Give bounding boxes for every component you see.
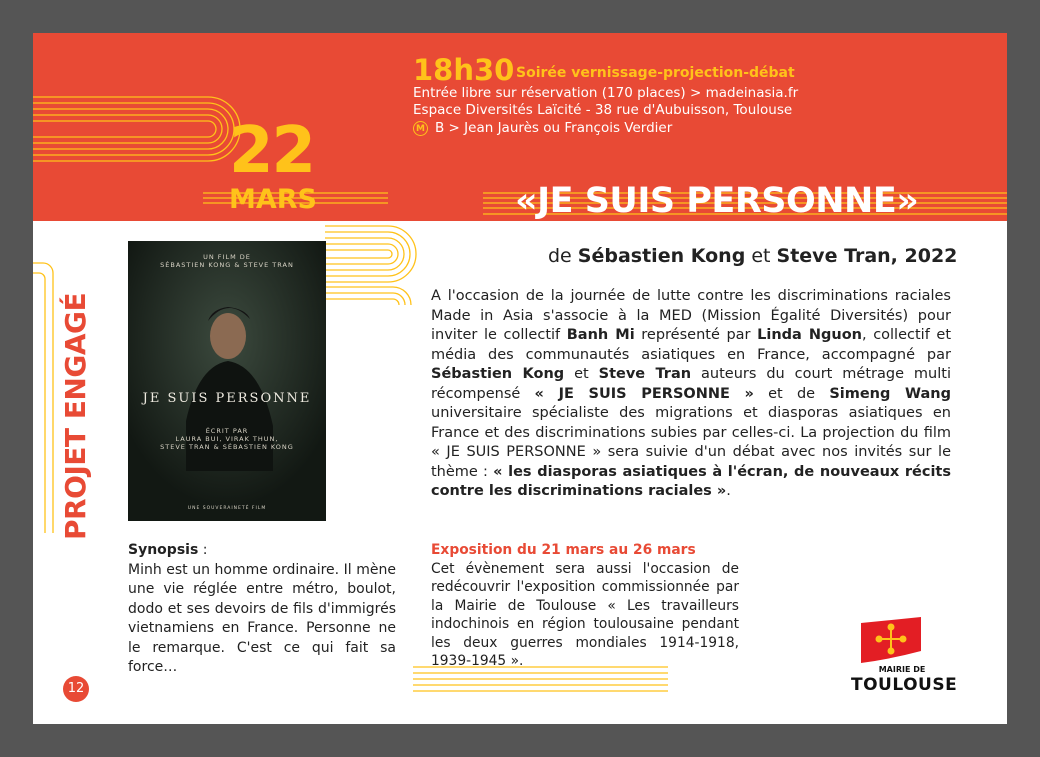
film-year: , 2022	[890, 245, 958, 267]
body-text: , collectif et média des communautés asiatiques en France, accompagné par	[431, 327, 952, 363]
logo-line-2: TOULOUSE	[851, 675, 958, 695]
credits-prefix: de	[548, 245, 572, 267]
event-day: 22	[229, 114, 315, 188]
exposition	[431, 541, 739, 671]
event-month: MARS	[229, 184, 318, 215]
credits-and: et	[751, 245, 771, 267]
metro-icon: M	[413, 121, 428, 136]
body-text: .	[726, 483, 731, 499]
page-number: 12	[63, 676, 89, 702]
synopsis-colon: :	[198, 542, 208, 558]
collective-name: Banh Mi	[566, 327, 635, 343]
guest-name: Simeng Wang	[829, 385, 951, 402]
exposition-text: Cet évènement sera aussi l'occasion de redécouvrir l'exposition commissionnée par la Mairie de Toulouse « Les travailleurs indochinois en région toulousaine pendant les deux guerres mondiales 1914-1918, 1939-1945 ».	[431, 560, 739, 669]
venue-info: Espace Diversités Laïcité - 38 rue d'Aubuisson, Toulouse	[413, 102, 793, 118]
debate-theme: « les diasporas asiatiques à l'écran, de nouveaux récits contre les discriminations raciales »	[431, 463, 951, 499]
logo-line-1: MAIRIE DE	[878, 665, 926, 674]
guest-name: Steve Tran	[598, 366, 692, 382]
event-title: Soirée vernissage-projection-débat	[516, 65, 795, 81]
toulouse-flag-icon	[851, 615, 953, 665]
body-text: et de	[753, 385, 830, 402]
poster-footer: UNE SOUVERAINETÉ FILM	[187, 506, 267, 511]
poster-writers-1: LAURA BUI, VIRAK THUN,	[175, 435, 279, 443]
body-text: A l'occasion de la journée de lutte contre les discriminations raciales Made in Asia s'associe à la MED (Mission Égalité Diversités) pour inviter le collectif	[431, 288, 951, 343]
film-title: «JE SUIS PERSONNE»	[515, 181, 919, 221]
director-1: Sébastien Kong	[577, 245, 746, 267]
film-name: « JE SUIS PERSONNE »	[534, 385, 754, 402]
poster-film-by: UN FILM DE	[203, 253, 251, 261]
section-label: PROJET ENGAGÉ	[59, 292, 92, 540]
poster-title: JE SUIS PERSONNE	[142, 391, 312, 406]
body-text: représenté par	[634, 327, 758, 343]
poster-written-by: ÉCRIT PAR	[205, 427, 249, 435]
metro-info: B > Jean Jaurès ou François Verdier	[435, 120, 673, 136]
poster-directors: SÉBASTIEN KONG & STEVE TRAN	[160, 261, 294, 269]
body-text: et	[564, 366, 599, 382]
film-poster	[128, 241, 326, 521]
body-text: universitaire spécialiste des migrations et diasporas asiatiques en France et des discriminations subies par celles-ci. La projection du film « JE SUIS PERSONNE » sera suivie d'un débat avec nos invités sur le thème :	[431, 405, 951, 480]
event-time: 18h30	[413, 53, 515, 87]
entry-info: Entrée libre sur réservation (170 places) > madeinasia.fr	[413, 85, 799, 101]
mairie-toulouse-logo	[851, 615, 958, 695]
event-description	[431, 287, 951, 502]
film-credits	[548, 245, 957, 267]
poster-figure	[128, 241, 326, 521]
exposition-title: Exposition du 21 mars au 26 mars	[431, 542, 696, 558]
synopsis	[128, 541, 396, 678]
synopsis-label: Synopsis	[128, 542, 199, 558]
body-text: auteurs du court métrage multi récompensé	[431, 366, 951, 402]
guest-name: Linda Nguon	[757, 327, 862, 343]
director-2: Steve Tran	[776, 245, 891, 267]
poster-writers-2: STEVE TRAN & SÉBASTIEN KONG	[160, 443, 294, 451]
page	[33, 33, 1007, 724]
synopsis-text: Minh est un homme ordinaire. Il mène une vie réglée entre métro, boulot, dodo et ses devoirs de fils d'immigrés vietnamiens en France. Personne ne le remarque. C'est ce qui fait sa force…	[128, 561, 396, 675]
guest-name: Sébastien Kong	[431, 366, 565, 382]
